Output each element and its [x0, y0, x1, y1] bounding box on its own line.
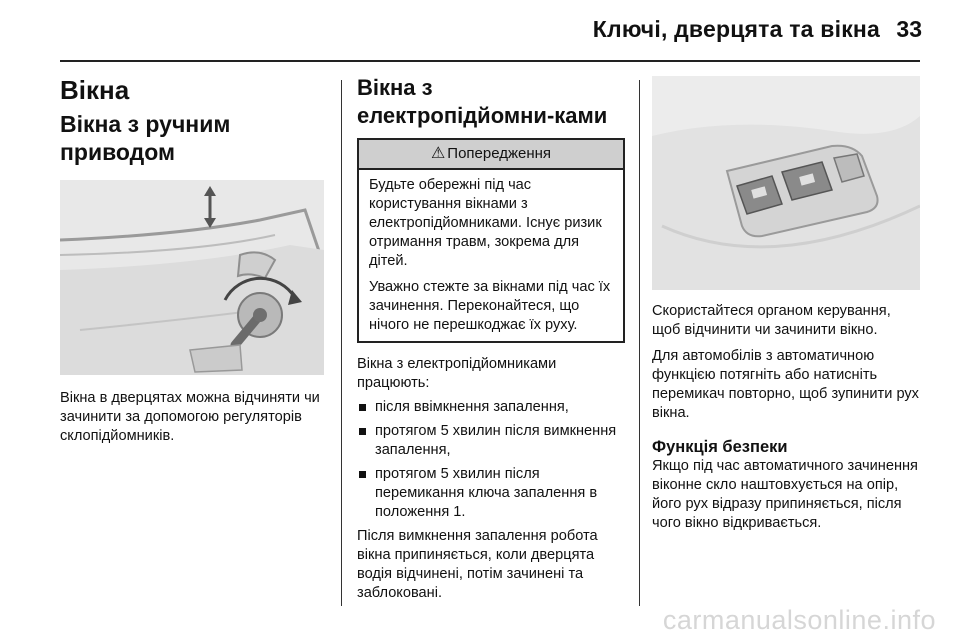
warning-body: [359, 170, 623, 341]
warning-paragraph-2: Уважно стежте за вікнами під час їх зачинення. Переконайтеся, що нічого не перешкоджає їх руху.: [369, 279, 611, 333]
column-power-windows: [357, 74, 625, 603]
watermark: carmanualsonline.info: [662, 605, 936, 635]
controls-paragraph-2: Для автомобілів з автоматичною функцією потягніть або натисніть перемикач повторно, щоб зупинити рух вікна.: [652, 348, 919, 421]
subsection-title-manual: Вікна з ручним приводом: [60, 111, 231, 165]
list-item-text: протягом 5 хвилин після перемикання ключа запалення в положення 1.: [375, 466, 598, 520]
warning-triangle-icon: ⚠: [430, 145, 446, 162]
running-header-title: Ключі, дверцята та вікна: [592, 16, 880, 42]
safety-function-paragraph: Якщо під час автоматичного зачинення віконне скло наштовхується на опір, його рух відразу припиняється, після чого вікно відкривається.: [652, 458, 918, 531]
column-divider: [341, 80, 342, 606]
column-manual-windows: [60, 74, 328, 446]
bullet-square-icon: [359, 471, 366, 478]
power-windows-outro: Після вимкнення запалення робота вікна припиняється, коли дверцята водія відчинені, потім зачинені та заблоковані.: [357, 528, 598, 601]
conditions-list: [357, 398, 625, 522]
warning-header: [359, 140, 623, 170]
bullet-square-icon: [359, 404, 366, 411]
bullet-square-icon: [359, 428, 366, 435]
list-item-text: після ввімкнення запалення,: [375, 399, 569, 415]
page-number: 33: [896, 16, 922, 42]
manual-window-illustration: [60, 180, 324, 375]
safety-function-title: Функція безпеки: [652, 438, 788, 456]
section-title-power-windows: Вікна з електропідйомни-ками: [357, 75, 608, 128]
warning-paragraph-1: Будьте обережні під час користування вікнами з електропідйомниками. Існує ризик отримання травм, зокрема для дітей.: [369, 177, 602, 269]
list-item: [357, 465, 625, 522]
header-rule: [60, 60, 920, 62]
list-item: [357, 422, 625, 460]
power-window-switch-illustration: [652, 76, 920, 290]
door-crank-drawing: [60, 180, 324, 375]
power-windows-intro: Вікна з електропідйомниками працюють:: [357, 356, 557, 391]
list-item: [357, 398, 625, 417]
controls-paragraph-1: Скористайтеся органом керування, щоб відчинити чи зачинити вікно.: [652, 303, 891, 338]
warning-title: Попередження: [447, 145, 552, 162]
column-window-controls: [652, 76, 922, 533]
list-item-text: протягом 5 хвилин після вимкнення запалення,: [375, 423, 617, 458]
column-divider: [639, 80, 640, 606]
manual-window-paragraph: Вікна в дверцятах можна відчиняти чи зачинити за допомогою регуляторів склопідйомників.: [60, 390, 320, 444]
switch-panel-drawing: [652, 76, 920, 290]
warning-box: [357, 138, 625, 343]
section-title-windows: Вікна: [60, 75, 130, 105]
